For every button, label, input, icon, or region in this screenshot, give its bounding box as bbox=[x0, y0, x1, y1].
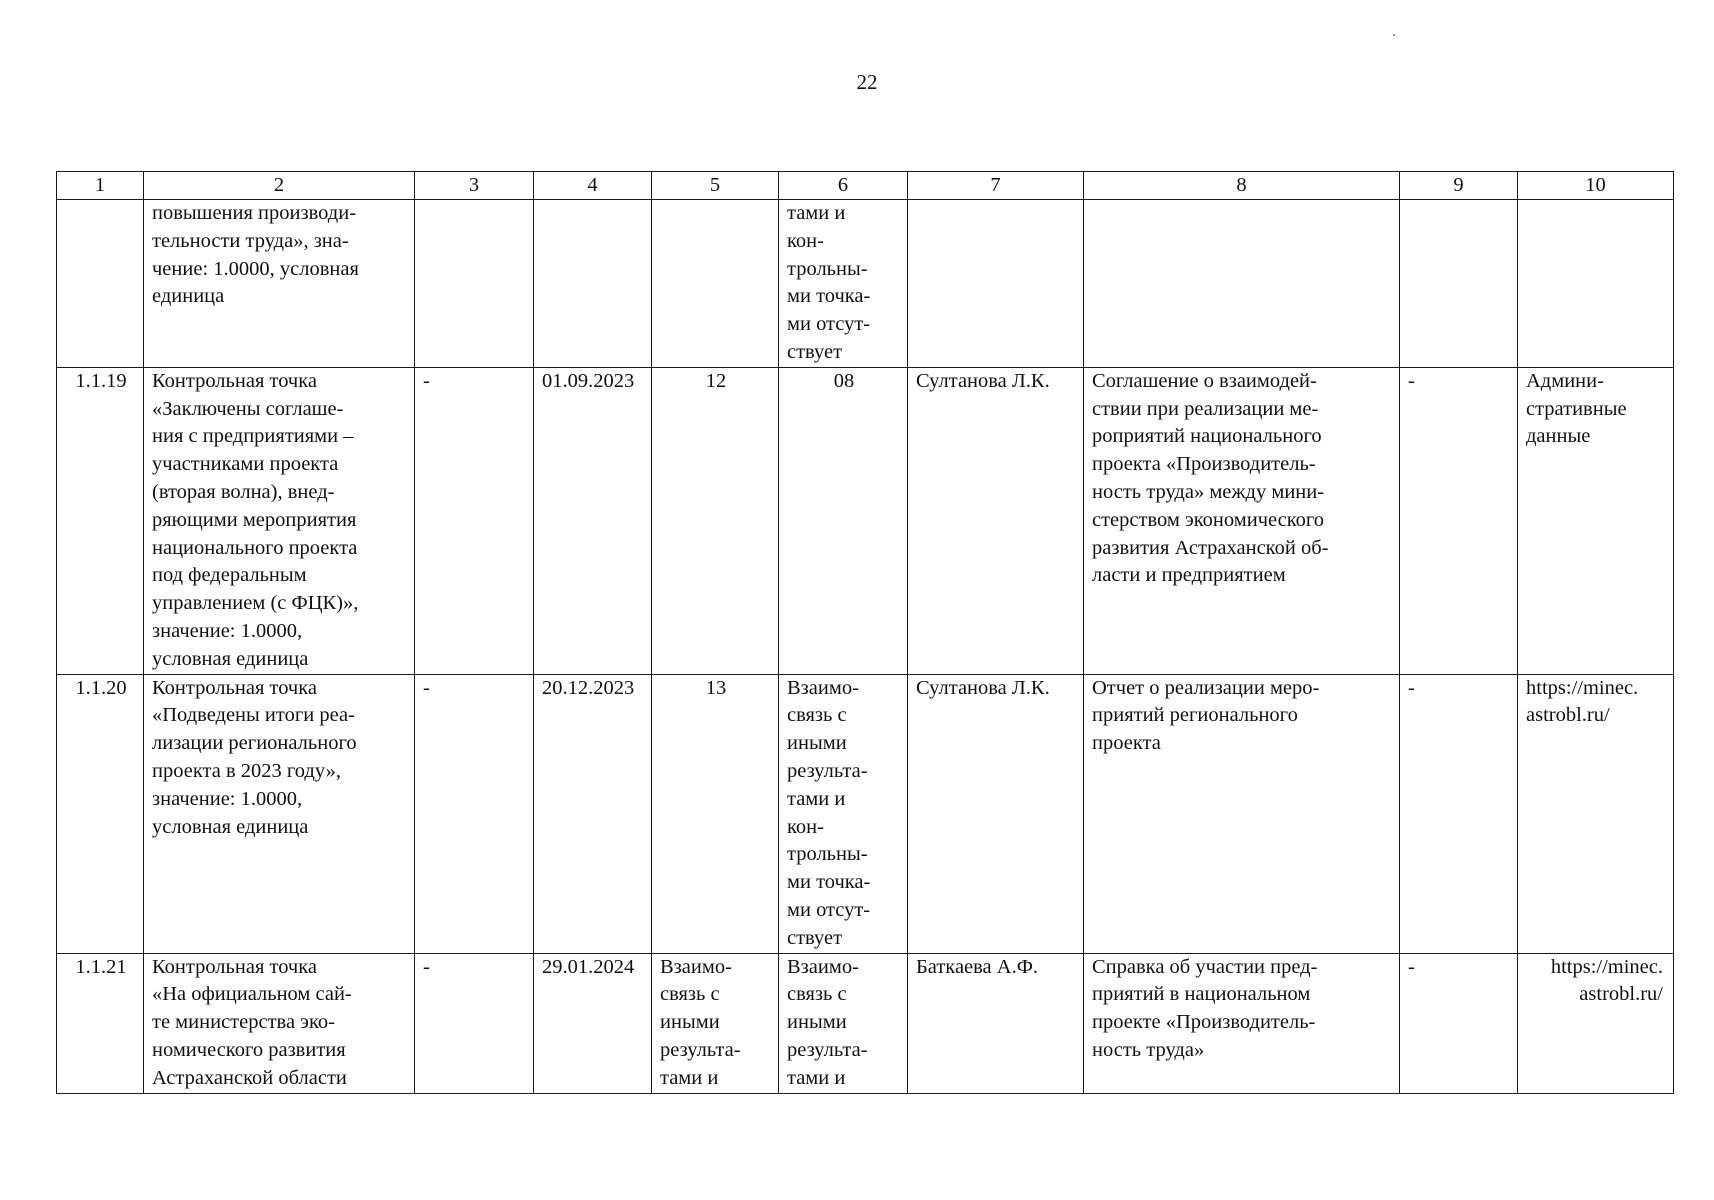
header-cell: 9 bbox=[1400, 172, 1518, 200]
column-3-cell: - bbox=[415, 367, 534, 674]
description-cell: Контрольная точка «Заключены соглаше- ния с предприятиями – участниками проекта (вторая волна), внед- ряющими мероприятия национального проекта под федеральным управлением (с ФЦК)», значение: 1.0000, условная единица bbox=[144, 367, 415, 674]
date-cell: 01.09.2023 bbox=[534, 367, 652, 674]
source-cell: Админи- стративные данные bbox=[1518, 367, 1674, 674]
header-cell: 1 bbox=[57, 172, 144, 200]
column-5-cell bbox=[652, 200, 779, 368]
row-number-cell: 1.1.19 bbox=[57, 367, 144, 674]
responsible-cell: Султанова Л.К. bbox=[908, 674, 1084, 953]
document-cell: Соглашение о взаимодей- ствии при реализации ме- роприятий национального проекта «Производитель- ность труда» между мини- стерством экономического развития Астраханской об- ласти и предприятием bbox=[1084, 367, 1400, 674]
page-number: 22 bbox=[856, 70, 878, 94]
date-cell: 20.12.2023 bbox=[534, 674, 652, 953]
row-number-cell bbox=[57, 200, 144, 368]
header-cell: 3 bbox=[415, 172, 534, 200]
date-cell: 29.01.2024 bbox=[534, 953, 652, 1093]
column-6-cell: Взаимо- связь с иными результа- тами и кон- трольны- ми точка- ми отсут- ствует bbox=[779, 674, 908, 953]
header-cell: 2 bbox=[144, 172, 415, 200]
column-3-cell: - bbox=[415, 674, 534, 953]
table-row bbox=[57, 367, 1674, 674]
document-cell bbox=[1084, 200, 1400, 368]
document-cell: Справка об участии пред- приятий в национальном проекте «Производитель- ность труда» bbox=[1084, 953, 1400, 1093]
responsible-cell: Баткаева А.Ф. bbox=[908, 953, 1084, 1093]
header-cell: 4 bbox=[534, 172, 652, 200]
column-9-cell: - bbox=[1400, 367, 1518, 674]
column-6-cell: Взаимо- связь с иными результа- тами и bbox=[779, 953, 908, 1093]
table-row bbox=[57, 953, 1674, 1093]
header-cell: 5 bbox=[652, 172, 779, 200]
header-cell: 8 bbox=[1084, 172, 1400, 200]
column-5-cell: 13 bbox=[652, 674, 779, 953]
column-9-cell: - bbox=[1400, 674, 1518, 953]
source-cell: https://minec. astrobl.ru/ bbox=[1518, 674, 1674, 953]
column-5-cell: Взаимо- связь с иными результа- тами и bbox=[652, 953, 779, 1093]
header-cell: 6 bbox=[779, 172, 908, 200]
row-number-cell: 1.1.21 bbox=[57, 953, 144, 1093]
description-cell: повышения производи- тельности труда», зна- чение: 1.0000, условная единица bbox=[144, 200, 415, 368]
responsible-cell: Султанова Л.К. bbox=[908, 367, 1084, 674]
description-cell: Контрольная точка «На официальном сай- те министерства эко- номического развития Астраханской области bbox=[144, 953, 415, 1093]
column-9-cell: - bbox=[1400, 953, 1518, 1093]
description-cell: Контрольная точка «Подведены итоги реа- лизации регионального проекта в 2023 году», значение: 1.0000, условная единица bbox=[144, 674, 415, 953]
column-3-cell bbox=[415, 200, 534, 368]
date-cell bbox=[534, 200, 652, 368]
source-cell: https://minec. astrobl.ru/ bbox=[1518, 953, 1674, 1093]
column-6-cell: 08 bbox=[779, 367, 908, 674]
header-cell: 10 bbox=[1518, 172, 1674, 200]
column-3-cell: - bbox=[415, 953, 534, 1093]
scan-speck bbox=[1393, 34, 1395, 36]
table-row bbox=[57, 200, 1674, 368]
column-6-cell: тами и кон- трольны- ми точка- ми отсут- ствует bbox=[779, 200, 908, 368]
header-cell: 7 bbox=[908, 172, 1084, 200]
control-points-table bbox=[56, 171, 1674, 1094]
column-5-cell: 12 bbox=[652, 367, 779, 674]
document-cell: Отчет о реализации меро- приятий регионального проекта bbox=[1084, 674, 1400, 953]
header-row bbox=[57, 172, 1674, 200]
table-row bbox=[57, 674, 1674, 953]
responsible-cell bbox=[908, 200, 1084, 368]
source-cell bbox=[1518, 200, 1674, 368]
column-9-cell bbox=[1400, 200, 1518, 368]
row-number-cell: 1.1.20 bbox=[57, 674, 144, 953]
